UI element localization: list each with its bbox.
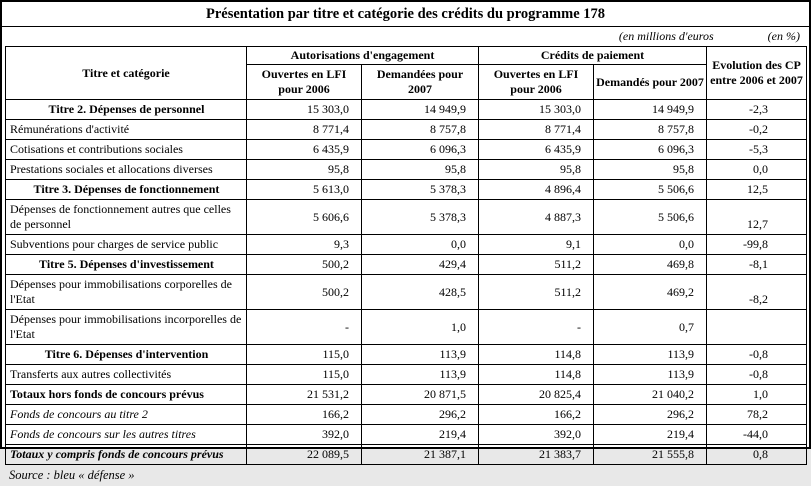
table-row [6,275,807,310]
evolution-cell: -0,8 [707,365,807,385]
value-cell: 9,1 [479,235,594,255]
table-row [6,140,807,160]
value-cell: 95,8 [362,160,479,180]
evolution-cell: -0,2 [707,120,807,140]
evolution-cell [707,310,807,345]
row-label: Totaux y compris fonds de concours prévus [6,445,247,465]
table-row [6,445,807,465]
value-cell: 6 096,3 [362,140,479,160]
header-group-cp: Crédits de paiement [479,47,707,65]
value-cell: 4 896,4 [479,180,594,200]
unit-notes [5,27,806,46]
value-cell: 8 757,8 [362,120,479,140]
value-cell: 166,2 [479,405,594,425]
value-cell: 113,9 [362,345,479,365]
value-cell: 511,2 [479,275,594,310]
header-evolution: Evolution des CP entre 2006 et 2007 [707,47,807,100]
value-cell: 21 531,2 [247,385,362,405]
value-cell: 15 303,0 [479,100,594,120]
value-cell: 6 435,9 [247,140,362,160]
row-label: Titre 3. Dépenses de fonctionnement [6,180,247,200]
value-cell: 219,4 [594,425,707,445]
value-cell: 5 378,3 [362,200,479,235]
evolution-cell: -99,8 [707,235,807,255]
value-cell: 500,2 [247,275,362,310]
value-cell: 219,4 [362,425,479,445]
row-label: Fonds de concours sur les autres titres [6,425,247,445]
evolution-cell: -5,3 [707,140,807,160]
value-cell: 21 383,7 [479,445,594,465]
evolution-cell: 12,7 [707,200,807,235]
value-cell: 21 387,1 [362,445,479,465]
table-row [6,100,807,120]
value-cell: 21 555,8 [594,445,707,465]
unit-note-percent: (en %) [767,29,800,43]
row-label: Titre 2. Dépenses de personnel [6,100,247,120]
evolution-cell: -8,1 [707,255,807,275]
value-cell: 0,7 [594,310,707,345]
value-cell: 500,2 [247,255,362,275]
value-cell: 20 871,5 [362,385,479,405]
value-cell: 95,8 [594,160,707,180]
value-cell: 511,2 [479,255,594,275]
table-row [6,200,807,235]
table-row [6,235,807,255]
value-cell: 0,0 [594,235,707,255]
value-cell: 15 303,0 [247,100,362,120]
value-cell: 8 757,8 [594,120,707,140]
page-title: Présentation par titre et catégorie des crédits du programme 178 [2,2,809,27]
value-cell: 14 949,9 [362,100,479,120]
row-label: Rémunérations d'activité [6,120,247,140]
value-cell: 14 949,9 [594,100,707,120]
row-label: Totaux hors fonds de concours prévus [6,385,247,405]
value-cell: 6 435,9 [479,140,594,160]
table-row [6,345,807,365]
value-cell: 392,0 [479,425,594,445]
value-cell: 8 771,4 [479,120,594,140]
value-cell: 114,8 [479,345,594,365]
evolution-cell: -8,2 [707,275,807,310]
row-label: Dépenses pour immobilisations corporelles de l'Etat [6,275,247,310]
table-row [6,310,807,345]
value-cell: 113,9 [594,365,707,385]
value-cell: 115,0 [247,365,362,385]
value-cell: - [479,310,594,345]
header-ae-2007: Demandées pour 2007 [362,65,479,100]
row-label: Titre 5. Dépenses d'investissement [6,255,247,275]
table-row [6,385,807,405]
value-cell: 5 606,6 [247,200,362,235]
header-category: Titre et catégorie [6,47,247,100]
value-cell: 22 089,5 [247,445,362,465]
row-label: Dépenses pour immobilisations incorporelles de l'Etat [6,310,247,345]
value-cell: 6 096,3 [594,140,707,160]
row-label: Transferts aux autres collectivités [6,365,247,385]
row-label: Prestations sociales et allocations diverses [6,160,247,180]
row-label: Fonds de concours au titre 2 [6,405,247,425]
table-row [6,425,807,445]
value-cell: 296,2 [362,405,479,425]
value-cell: 113,9 [362,365,479,385]
value-cell: 166,2 [247,405,362,425]
value-cell: 5 506,6 [594,200,707,235]
value-cell: 5 378,3 [362,180,479,200]
value-cell: 469,8 [594,255,707,275]
evolution-cell: -44,0 [707,425,807,445]
value-cell: 113,9 [594,345,707,365]
table-row [6,405,807,425]
header-cp-2007: Demandés pour 2007 [594,65,707,100]
value-cell: 1,0 [362,310,479,345]
table-row [6,180,807,200]
value-cell: 114,8 [479,365,594,385]
value-cell: 469,2 [594,275,707,310]
header-group-row [6,47,807,65]
value-cell: 9,3 [247,235,362,255]
evolution-cell: -2,3 [707,100,807,120]
evolution-cell: 78,2 [707,405,807,425]
value-cell: 4 887,3 [479,200,594,235]
value-cell: 95,8 [479,160,594,180]
source-note: Source : bleu « défense » [9,468,135,482]
table-row [6,255,807,275]
unit-note-millions: (en millions d'euros [618,29,714,43]
value-cell: 5 613,0 [247,180,362,200]
value-cell: 115,0 [247,345,362,365]
table-row [6,365,807,385]
table-row [6,120,807,140]
row-label: Dépenses de fonctionnement autres que celles de personnel [6,200,247,235]
evolution-cell: 1,0 [707,385,807,405]
header-ae-2006: Ouvertes en LFI pour 2006 [247,65,362,100]
value-cell: 8 771,4 [247,120,362,140]
value-cell: 296,2 [594,405,707,425]
value-cell: 392,0 [247,425,362,445]
value-cell: 21 040,2 [594,385,707,405]
value-cell: 20 825,4 [479,385,594,405]
value-cell: 428,5 [362,275,479,310]
value-cell: 429,4 [362,255,479,275]
evolution-cell: 0,0 [707,160,807,180]
evolution-cell: 12,5 [707,180,807,200]
value-cell: - [247,310,362,345]
value-cell: 0,0 [362,235,479,255]
credits-table [5,46,807,465]
table-row [6,160,807,180]
value-cell: 95,8 [247,160,362,180]
header-group-ae: Autorisations d'engagement [247,47,479,65]
evolution-cell: 0,8 [707,445,807,465]
value-cell: 5 506,6 [594,180,707,200]
row-label: Subventions pour charges de service public [6,235,247,255]
row-label: Cotisations et contributions sociales [6,140,247,160]
evolution-cell: -0,8 [707,345,807,365]
header-cp-2006: Ouvertes en LFI pour 2006 [479,65,594,100]
row-label: Titre 6. Dépenses d'intervention [6,345,247,365]
